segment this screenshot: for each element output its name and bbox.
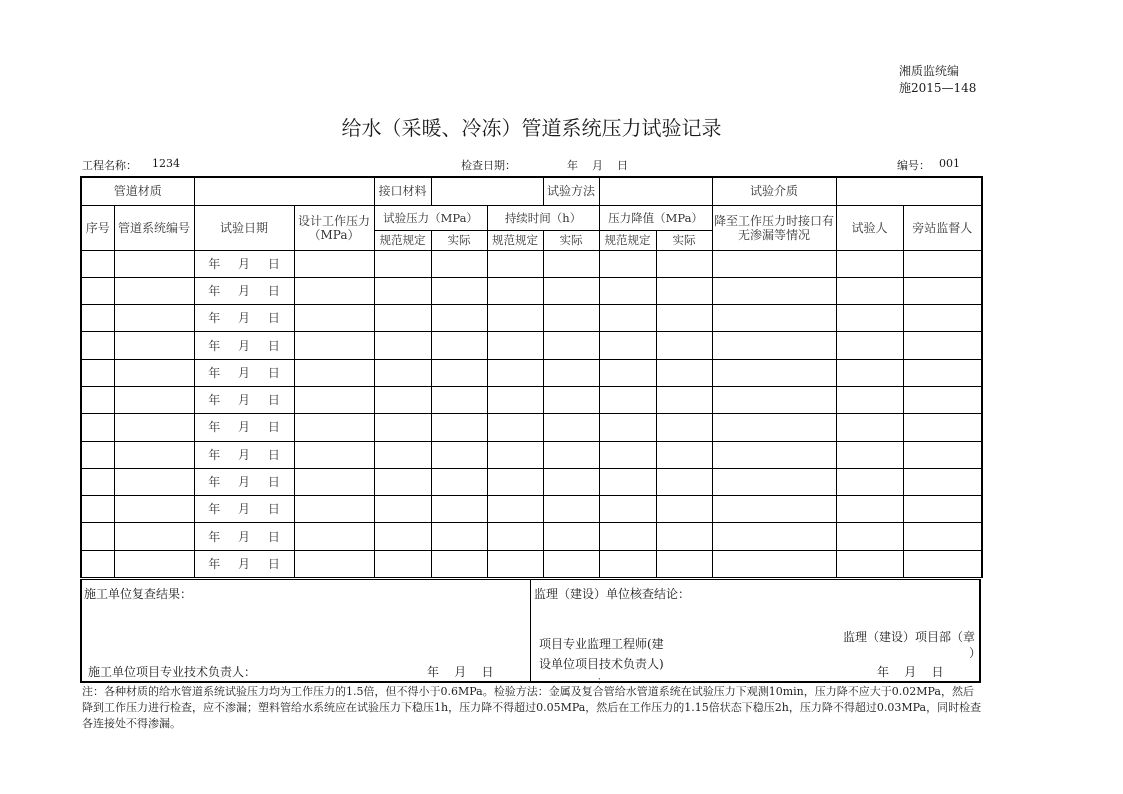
row-cell[interactable] [374,441,431,468]
supervision-engineer-line2: 设单位项目技术负责人) [539,657,664,671]
row-cell[interactable] [374,359,431,386]
check-date-value[interactable]: 年 月 日 [567,159,628,172]
row-cell[interactable] [81,550,114,577]
row-cell[interactable] [712,305,836,332]
row-cell[interactable] [712,386,836,413]
row-cell[interactable] [836,305,903,332]
row-cell[interactable] [431,496,487,523]
header-test-pressure-spec: 规范规定 [374,230,431,250]
row-cell[interactable] [487,359,543,386]
header-pressure-drop-actual: 实际 [656,230,712,250]
row-cell[interactable] [656,332,712,359]
row-cell[interactable] [114,332,194,359]
row-cell[interactable] [294,414,374,441]
table-row [81,523,982,550]
row-cell[interactable] [374,386,431,413]
header-supervisor: 旁站监督人 [903,205,982,250]
header-duration-spec: 规范规定 [487,230,543,250]
row-cell[interactable] [543,305,599,332]
supervision-engineer-line1: 项目专业监理工程师(建 [539,637,664,651]
row-cell[interactable] [836,332,903,359]
row-test-date[interactable]: 年 月 日 [194,332,294,359]
row-cell[interactable] [114,250,194,277]
row-cell[interactable] [294,386,374,413]
row-cell[interactable] [712,414,836,441]
row-cell[interactable] [656,250,712,277]
row-cell[interactable] [903,550,982,577]
row-cell[interactable] [487,550,543,577]
row-cell[interactable] [294,496,374,523]
header-test-pressure: 试验压力（MPa） [374,205,487,230]
table-row [81,386,982,413]
row-cell[interactable] [431,386,487,413]
row-cell[interactable] [431,277,487,304]
row-cell[interactable] [431,250,487,277]
row-cell[interactable] [431,550,487,577]
row-cell[interactable] [712,523,836,550]
row-cell[interactable] [903,441,982,468]
row-cell[interactable] [294,468,374,495]
row-cell[interactable] [374,250,431,277]
row-cell[interactable] [543,523,599,550]
row-cell[interactable] [599,359,656,386]
row-cell[interactable] [543,277,599,304]
row-cell[interactable] [294,359,374,386]
supervision-engineer-line3: ： [597,676,607,687]
table-row [81,305,982,332]
row-cell[interactable] [81,468,114,495]
row-cell[interactable] [543,550,599,577]
row-cell[interactable] [114,468,194,495]
row-cell[interactable] [114,441,194,468]
row-test-date[interactable]: 年 月 日 [194,386,294,413]
row-cell[interactable] [656,386,712,413]
header-test-pressure-actual: 实际 [431,230,487,250]
row-cell[interactable] [903,496,982,523]
construction-review-title: 施工单位复查结果： [84,587,193,601]
test-medium-label: 试验介质 [712,177,836,205]
row-cell[interactable] [656,523,712,550]
row-cell[interactable] [374,305,431,332]
row-cell[interactable] [599,250,656,277]
row-cell[interactable] [543,441,599,468]
row-cell[interactable] [656,414,712,441]
test-medium-value[interactable] [836,177,982,205]
row-cell[interactable] [487,414,543,441]
table-row [81,332,982,359]
supervision-review-date[interactable]: 年 月 日 [877,665,944,679]
row-cell[interactable] [294,277,374,304]
row-cell[interactable] [374,496,431,523]
test-method-label: 试验方法 [543,177,599,205]
row-cell[interactable] [656,468,712,495]
row-cell[interactable] [599,550,656,577]
construction-signer-label: 施工单位项目专业技术负责人： [88,665,257,679]
row-cell[interactable] [712,277,836,304]
row-cell[interactable] [836,250,903,277]
form-number-value[interactable]: 001 [939,157,960,170]
joint-material-label: 接口材料 [374,177,431,205]
row-cell[interactable] [487,496,543,523]
row-cell[interactable] [836,468,903,495]
test-method-value[interactable] [599,177,712,205]
row-cell[interactable] [81,496,114,523]
row-cell[interactable] [712,359,836,386]
table-row [81,277,982,304]
row-cell[interactable] [903,277,982,304]
joint-material-value[interactable] [431,177,543,205]
header-seq: 序号 [81,205,114,250]
row-cell[interactable] [903,250,982,277]
row-cell[interactable] [431,332,487,359]
row-cell[interactable] [599,277,656,304]
row-test-date[interactable]: 年 月 日 [194,359,294,386]
row-cell[interactable] [374,523,431,550]
row-test-date[interactable]: 年 月 日 [194,496,294,523]
row-test-date[interactable]: 年 月 日 [194,523,294,550]
project-name-label: 工程名称： [82,159,137,172]
row-cell[interactable] [81,332,114,359]
row-cell[interactable] [712,496,836,523]
pipe-material-label: 管道材质 [81,177,194,205]
header-test-date: 试验日期 [194,205,294,250]
row-test-date[interactable]: 年 月 日 [194,250,294,277]
pipe-material-value[interactable] [194,177,374,205]
row-cell[interactable] [294,441,374,468]
row-cell[interactable] [543,250,599,277]
row-test-date[interactable]: 年 月 日 [194,305,294,332]
row-cell[interactable] [543,386,599,413]
header-leak-check: 降至工作压力时接口有无渗漏等情况 [712,205,836,250]
row-cell[interactable] [81,414,114,441]
row-cell[interactable] [836,277,903,304]
row-cell[interactable] [836,414,903,441]
page-title: 给水（采暖、冷冻）管道系统压力试验记录 [341,116,722,140]
row-cell[interactable] [836,441,903,468]
row-cell[interactable] [487,250,543,277]
header-tester: 试验人 [836,205,903,250]
row-cell[interactable] [487,277,543,304]
row-test-date[interactable]: 年 月 日 [194,441,294,468]
project-name-value[interactable]: 1234 [152,157,180,170]
row-cell[interactable] [903,414,982,441]
row-cell[interactable] [836,523,903,550]
row-cell[interactable] [599,386,656,413]
row-cell[interactable] [487,305,543,332]
row-cell[interactable] [294,250,374,277]
row-cell[interactable] [81,386,114,413]
supervision-dept-line2: ） [969,646,982,660]
row-cell[interactable] [599,414,656,441]
row-cell[interactable] [903,332,982,359]
table-body [81,250,982,578]
row-cell[interactable] [374,414,431,441]
row-cell[interactable] [81,359,114,386]
row-cell[interactable] [294,305,374,332]
row-cell[interactable] [81,441,114,468]
header-system-no: 管道系统编号 [114,205,194,250]
row-cell[interactable] [374,468,431,495]
review-section [80,579,982,687]
row-cell[interactable] [81,523,114,550]
row-cell[interactable] [656,441,712,468]
row-cell[interactable] [431,523,487,550]
row-cell[interactable] [543,496,599,523]
row-cell[interactable] [712,250,836,277]
supervision-review-title: 监理（建设）单位核查结论： [534,587,691,601]
row-cell[interactable] [712,441,836,468]
row-cell[interactable] [431,468,487,495]
row-cell[interactable] [599,332,656,359]
row-cell[interactable] [81,305,114,332]
check-date-label: 检查日期： [461,159,516,172]
row-cell[interactable] [903,359,982,386]
header-pressure-drop-spec: 规范规定 [599,230,656,250]
row-cell[interactable] [81,250,114,277]
row-cell[interactable] [114,523,194,550]
row-cell[interactable] [656,496,712,523]
row-cell[interactable] [114,414,194,441]
header-duration-actual: 实际 [543,230,599,250]
row-test-date[interactable]: 年 月 日 [194,468,294,495]
form-code-line1: 湘质监统编 [899,64,960,78]
table-row [81,414,982,441]
row-cell[interactable] [836,359,903,386]
row-cell[interactable] [836,550,903,577]
row-cell[interactable] [487,332,543,359]
row-cell[interactable] [903,468,982,495]
row-cell[interactable] [656,550,712,577]
row-cell[interactable] [903,386,982,413]
row-cell[interactable] [81,277,114,304]
row-cell[interactable] [599,441,656,468]
row-cell[interactable] [599,523,656,550]
row-cell[interactable] [114,277,194,304]
row-cell[interactable] [543,414,599,441]
row-cell[interactable] [836,386,903,413]
construction-review-date[interactable]: 年 月 日 [427,665,494,679]
pressure-test-table [80,176,983,578]
row-cell[interactable] [294,550,374,577]
row-cell[interactable] [294,523,374,550]
row-cell[interactable] [431,359,487,386]
row-cell[interactable] [431,305,487,332]
table-row [81,250,982,277]
row-cell[interactable] [712,332,836,359]
row-cell[interactable] [374,277,431,304]
row-cell[interactable] [487,386,543,413]
header-pressure-drop: 压力降值（MPa） [599,205,712,230]
row-cell[interactable] [903,523,982,550]
row-cell[interactable] [599,305,656,332]
row-cell[interactable] [374,332,431,359]
row-cell[interactable] [599,468,656,495]
table-row [81,441,982,468]
footnote: 注：各种材质的给水管道系统试验压力均为工作压力的1.5倍，但不得小于0.6MPa。检验方法：金属及复合管给水管道系统在试验压力下观测10min，压力降不应大于0.02MPa，然后降到工作压力进行检查，应不渗漏；塑料管给水系统应在试验压力下稳压1h，压力降不得超过0.05MPa，然后在工作压力的1.15倍状态下稳压2h，压力降不得超过0.03MPa，同时检查各连接处不得渗漏。 [82,685,982,730]
row-cell[interactable] [431,441,487,468]
row-cell[interactable] [543,468,599,495]
form-code-line2: 施2015—148 [899,81,977,95]
row-cell[interactable] [656,277,712,304]
supervision-dept-line1: 监理（建设）项目部（章 [843,630,976,644]
table-row [81,496,982,523]
row-test-date[interactable]: 年 月 日 [194,277,294,304]
row-cell[interactable] [903,305,982,332]
row-cell[interactable] [712,550,836,577]
table-row [81,468,982,495]
row-cell[interactable] [543,359,599,386]
table-row [81,550,982,577]
row-cell[interactable] [487,468,543,495]
row-cell[interactable] [294,332,374,359]
row-cell[interactable] [487,523,543,550]
row-cell[interactable] [114,550,194,577]
row-cell[interactable] [114,359,194,386]
row-cell[interactable] [656,359,712,386]
form-number-label: 编号： [897,159,930,172]
row-cell[interactable] [114,305,194,332]
row-cell[interactable] [599,496,656,523]
row-test-date[interactable]: 年 月 日 [194,550,294,577]
row-cell[interactable] [487,441,543,468]
row-cell[interactable] [656,305,712,332]
row-test-date[interactable]: 年 月 日 [194,414,294,441]
header-duration: 持续时间（h） [487,205,599,230]
row-cell[interactable] [431,414,487,441]
table-row [81,359,982,386]
row-cell[interactable] [114,496,194,523]
row-cell[interactable] [712,468,836,495]
row-cell[interactable] [374,550,431,577]
header-design-pressure: 设计工作压力（MPa） [294,205,374,250]
review-divider [530,580,531,681]
row-cell[interactable] [114,386,194,413]
row-cell[interactable] [543,332,599,359]
row-cell[interactable] [836,496,903,523]
